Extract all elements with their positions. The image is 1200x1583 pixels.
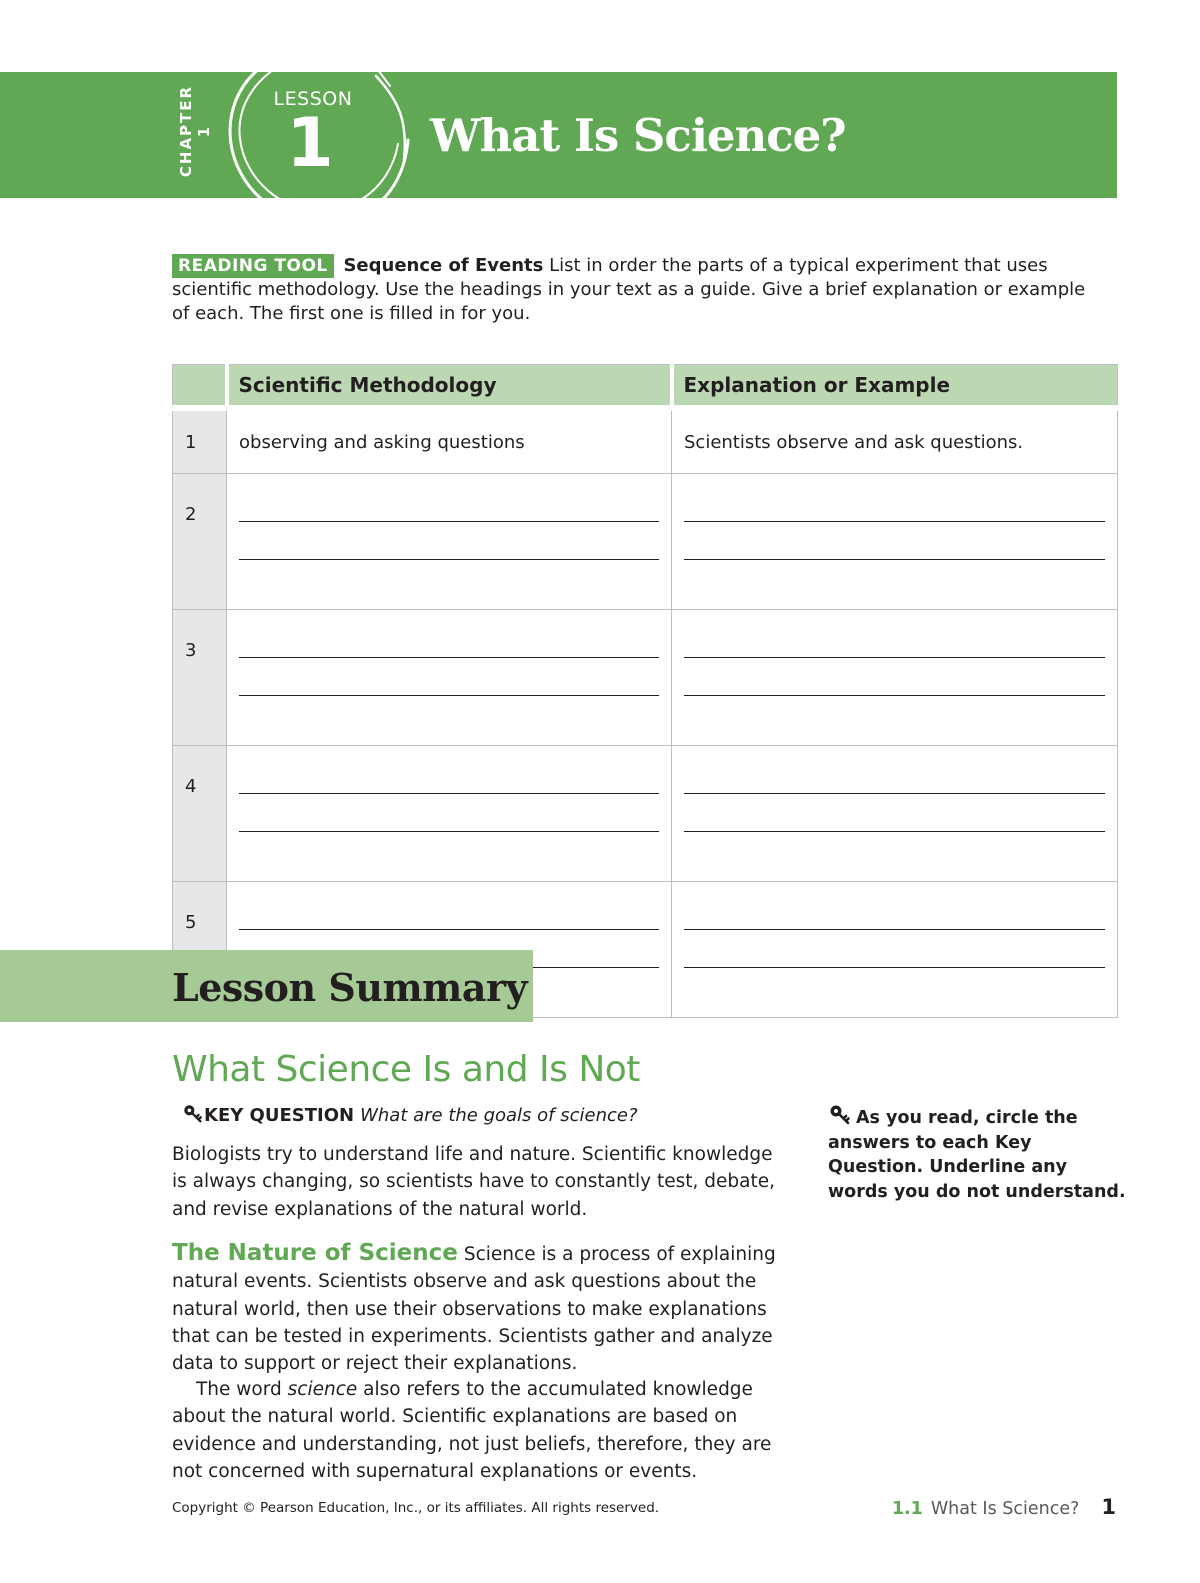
answer-line <box>684 794 1105 832</box>
subheading-paragraph-text: Science is a process of explaining natural events. Scientists observe and ask questions about the natural world, then use their observations to make explanations that can be tested in experiments. Scientists gather and analyze data to support or reject their explanations. <box>172 1244 776 1375</box>
example-answer-field[interactable] <box>672 746 1118 882</box>
answer-line <box>684 610 1105 658</box>
row-number: 5 <box>173 882 227 1018</box>
table-row <box>173 474 1118 610</box>
answer-line <box>684 930 1105 968</box>
summary-paragraph <box>172 1240 777 1377</box>
example-answer-field[interactable] <box>672 610 1118 746</box>
table-header-row <box>173 365 1118 409</box>
table-header-method: Scientific Methodology <box>227 365 672 409</box>
row-number: 3 <box>173 610 227 746</box>
reading-tool-intro: Sequence of Events <box>343 255 544 276</box>
key-icon <box>182 1103 204 1125</box>
lesson-summary-title: Lesson Summary <box>172 965 528 1010</box>
example-answer-field[interactable] <box>672 882 1118 1018</box>
page-title: What Is Science? <box>430 109 846 162</box>
method-cell: observing and asking questions <box>227 408 672 474</box>
row-number: 4 <box>173 746 227 882</box>
lesson-word: LESSON <box>273 88 353 110</box>
method-answer-field[interactable] <box>227 746 672 882</box>
paragraph-text-start: The word <box>196 1379 288 1400</box>
answer-line <box>239 882 659 930</box>
section-heading: What Science Is and Is Not <box>172 1049 640 1090</box>
copyright: Copyright © Pearson Education, Inc., or its affiliates. All rights reserved. <box>172 1500 660 1516</box>
answer-line <box>239 794 659 832</box>
answer-line <box>684 746 1105 794</box>
answer-line <box>684 882 1105 930</box>
key-question-text: What are the goals of science? <box>360 1105 638 1126</box>
side-note <box>828 1103 1128 1204</box>
answer-line <box>239 746 659 794</box>
key-question <box>182 1103 638 1129</box>
chapter-label: CHAPTER 1 <box>177 84 213 178</box>
lesson-number: 1 <box>286 104 334 183</box>
summary-paragraph <box>172 1376 777 1485</box>
footer-title: What Is Science? <box>930 1499 1080 1519</box>
key-question-label: KEY QUESTION <box>204 1105 355 1126</box>
answer-line <box>239 658 659 696</box>
row-number: 2 <box>173 474 227 610</box>
summary-paragraph: Biologists try to understand life and nature. Scientific knowledge is always changing, so scientists have to constantly test, debate, and revise explanations of the natural world. <box>172 1144 775 1220</box>
answer-line <box>684 522 1105 560</box>
answer-line <box>684 658 1105 696</box>
answer-line <box>239 522 659 560</box>
sequence-table <box>172 364 1118 1018</box>
method-answer-field[interactable] <box>227 610 672 746</box>
table-header-number <box>173 365 227 409</box>
answer-line <box>239 474 659 522</box>
page-footer <box>892 1495 1116 1519</box>
reading-tool-badge: READING TOOL <box>172 254 334 278</box>
table-header-example: Explanation or Example <box>672 365 1118 409</box>
table-row <box>173 408 1118 474</box>
table-row <box>173 746 1118 882</box>
row-number: 1 <box>173 408 227 474</box>
paragraph-text-end: also refers to the accumulated knowledge about the natural world. Scientific explanations are based on evidence and understanding, not just beliefs, therefore, they are not concerned with supernatural explanations or events. <box>172 1379 772 1482</box>
reading-tool-instructions: List in order the parts of a typical experiment that uses scientific methodology. Use the headings in your text as a guide. Give a brief explanation or example of each. The first one is filled in for you. <box>172 255 1086 324</box>
page-number: 1 <box>1101 1495 1116 1519</box>
subheading: The Nature of Science <box>172 1240 458 1266</box>
example-answer-field[interactable] <box>672 474 1118 610</box>
reading-tool <box>172 254 1102 326</box>
emphasized-term: science <box>287 1379 358 1400</box>
table-row <box>173 610 1118 746</box>
answer-line <box>684 474 1105 522</box>
answer-line <box>239 610 659 658</box>
example-cell: Scientists observe and ask questions. <box>672 408 1118 474</box>
footer-section-number: 1.1 <box>891 1499 923 1519</box>
method-answer-field[interactable] <box>227 474 672 610</box>
key-icon <box>828 1103 852 1127</box>
side-note-text: As you read, circle the answers to each Key Question. Underline any words you do not understand. <box>828 1108 1126 1202</box>
